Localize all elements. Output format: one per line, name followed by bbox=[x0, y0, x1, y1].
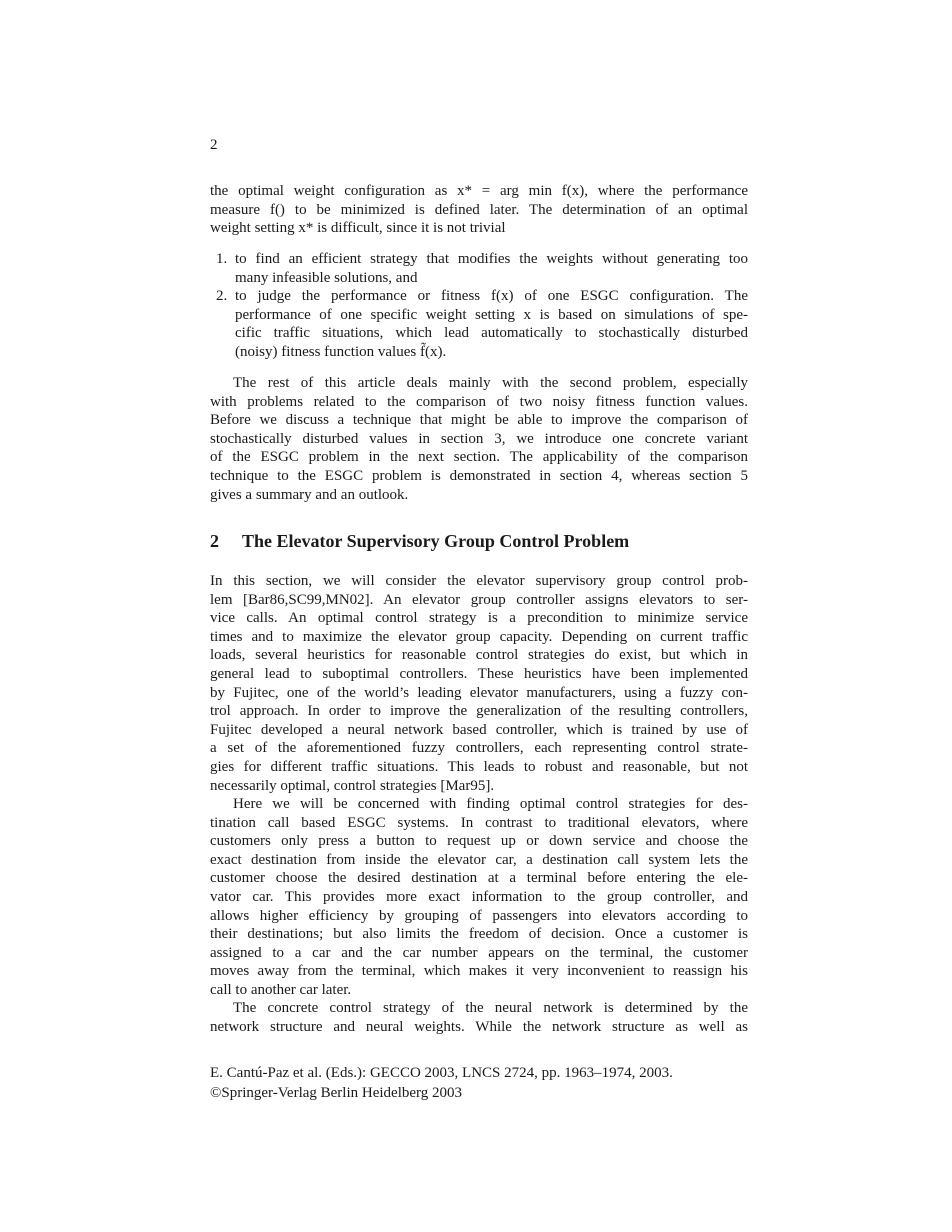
text-line: The concrete control strategy of the neural network is determined by the bbox=[233, 1000, 748, 1016]
text-line: gies for different traffic situations. This leads to robust and reasonable, but not bbox=[210, 758, 748, 775]
text-line: many infeasible solutions, and bbox=[235, 269, 418, 286]
text-line: Before we discuss a technique that might be able to improve the comparison of bbox=[210, 412, 748, 429]
esgc-paragraph-3 bbox=[210, 999, 748, 1036]
list-number: 2. bbox=[216, 288, 228, 305]
text-line: assigned to a car and the car number appears on the terminal, the customer bbox=[210, 944, 748, 961]
text-line: to judge the performance or fitness f(x) of one ESGC configuration. The bbox=[235, 288, 748, 305]
section-title: The Elevator Supervisory Group Control Problem bbox=[242, 531, 630, 551]
text-line: to find an efficient strategy that modifies the weights without generating too bbox=[235, 251, 748, 267]
text-line: Here we will be concerned with finding optimal control strategies for des- bbox=[233, 796, 748, 812]
rest-paragraph bbox=[210, 374, 748, 504]
list-number: 1. bbox=[216, 251, 228, 267]
text-line: loads, several heuristics for reasonable control strategies do exist, but which in bbox=[210, 647, 748, 664]
text-line: necessarily optimal, control strategies [Mar95]. bbox=[210, 777, 495, 794]
text-line: lem [Bar86,SC99,MN02]. An elevator group controller assigns elevators to ser- bbox=[210, 591, 748, 608]
text-line: their destinations; but also limits the freedom of decision. Once a customer is bbox=[210, 926, 748, 943]
intro-paragraph bbox=[210, 182, 748, 238]
list-item bbox=[210, 287, 748, 361]
text-line: technique to the ESGC problem is demonstrated in section 4, whereas section 5 bbox=[210, 467, 748, 484]
text-line: general lead to suboptimal controllers. These heuristics have been implemented bbox=[210, 665, 748, 682]
text-line: by Fujitec, one of the world’s leading elevator manufacturers, using a fuzzy con- bbox=[210, 684, 748, 701]
text-line: performance of one specific weight setting x is based on simulations of spe- bbox=[235, 306, 748, 323]
text-line: with problems related to the comparison of two noisy fitness function values. bbox=[210, 393, 748, 410]
text-line: The rest of this article deals mainly with the second problem, especially bbox=[233, 375, 748, 391]
numbered-list bbox=[210, 250, 748, 362]
text-line: call to another car later. bbox=[210, 981, 352, 998]
text-line: vator car. This provides more exact information to the group controller, and bbox=[210, 888, 748, 905]
text-line: stochastically disturbed values in section 3, we introduce one concrete variant bbox=[210, 430, 748, 447]
text-line: measure f() to be minimized is defined later. The determination of an optimal bbox=[210, 201, 748, 218]
copyright-footer bbox=[210, 1064, 673, 1104]
text-line: of the ESGC problem in the next section. The applicability of the comparison bbox=[210, 449, 748, 466]
text-line: gives a summary and an outlook. bbox=[210, 486, 409, 503]
text-line: weight setting x* is difficult, since it is not trivial bbox=[210, 220, 506, 237]
page-number: 2 bbox=[210, 137, 218, 153]
text-line: vice calls. An optimal control strategy is a precondition to minimize service bbox=[210, 610, 748, 627]
text-line: cific traffic situations, which lead automatically to stochastically disturbed bbox=[235, 325, 748, 342]
footer-copyright: ©Springer-Verlag Berlin Heidelberg 2003 bbox=[210, 1085, 463, 1101]
text-line: trol approach. In order to improve the generalization of the resulting controllers, bbox=[210, 703, 748, 720]
text-line: times and to maximize the elevator group capacity. Depending on current traffic bbox=[210, 628, 748, 645]
text-line: allows higher efficiency by grouping of passengers into elevators according to bbox=[210, 907, 748, 924]
text-line: moves away from the terminal, which makes it very inconvenient to reassign his bbox=[210, 963, 748, 980]
text-line: the optimal weight configuration as x* = arg min f(x), where the performance bbox=[210, 183, 748, 199]
footer-citation: E. Cantú-Paz et al. (Eds.): GECCO 2003, LNCS 2724, pp. 1963–1974, 2003. bbox=[210, 1065, 673, 1081]
text-line: (noisy) fitness function values f̃(x). bbox=[235, 343, 447, 360]
paper-page bbox=[210, 0, 748, 1232]
text-line: Fujitec developed a neural network based controller, which is trained by use of bbox=[210, 721, 748, 738]
list-item bbox=[210, 250, 748, 287]
esgc-paragraph-1 bbox=[210, 572, 748, 795]
esgc-paragraph-2 bbox=[210, 795, 748, 1000]
text-line: In this section, we will consider the elevator supervisory group control prob- bbox=[210, 573, 748, 589]
text-line: a set of the aforementioned fuzzy controllers, each representing control strate- bbox=[210, 740, 748, 757]
section-number: 2 bbox=[210, 531, 219, 551]
section-heading bbox=[210, 532, 629, 551]
text-line: customers only press a button to request up or down service and choose the bbox=[210, 833, 748, 850]
text-line: network structure and neural weights. While the network structure as well as bbox=[210, 1018, 748, 1035]
text-line: tination call based ESGC systems. In contrast to traditional elevators, where bbox=[210, 814, 748, 831]
text-line: exact destination from inside the elevator car, a destination call system lets the bbox=[210, 851, 748, 868]
text-line: customer choose the desired destination at a terminal before entering the ele- bbox=[210, 870, 748, 887]
